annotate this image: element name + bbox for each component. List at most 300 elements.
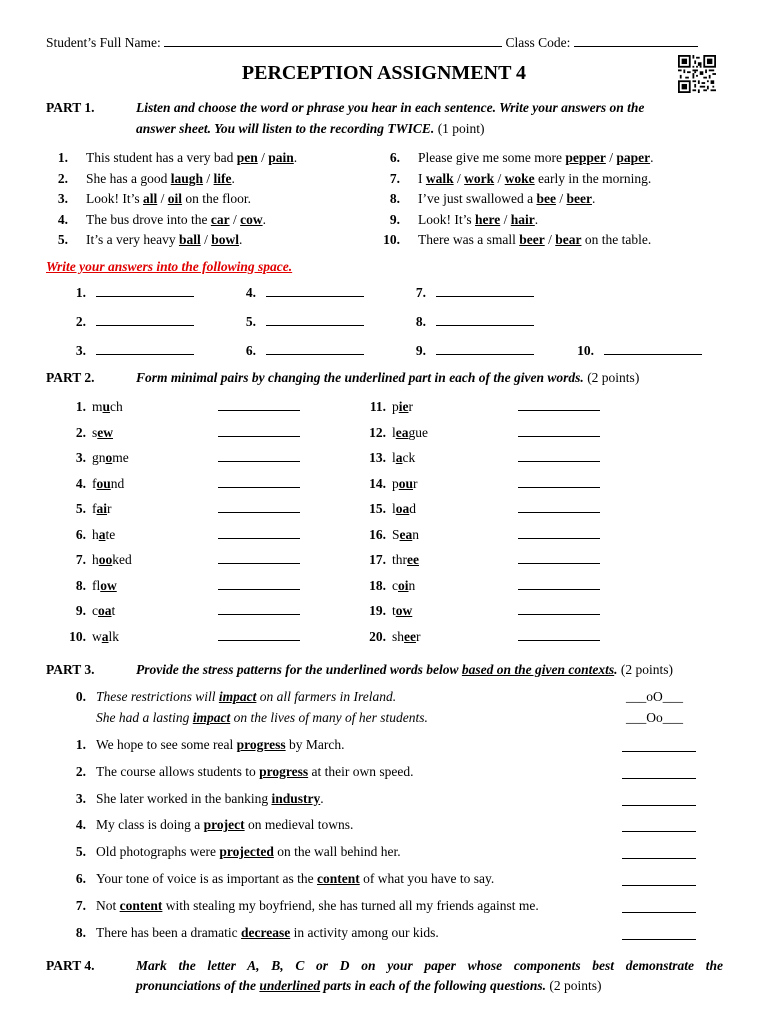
sentence-text: by March. <box>285 737 345 752</box>
sentence-text: in activity among our kids. <box>290 924 439 940</box>
word-part: sh <box>392 628 405 644</box>
part2-item <box>46 500 300 517</box>
choice-a: beer <box>519 232 545 247</box>
item-number: 9. <box>75 603 86 618</box>
answer-slot <box>402 313 534 330</box>
sentence-text: She had a lasting <box>96 710 193 725</box>
answer-slot <box>62 342 194 359</box>
item-number: 7. <box>389 170 400 186</box>
stress-pattern-field[interactable] <box>622 819 696 832</box>
word-part: r <box>408 399 413 414</box>
choice-b: oil <box>167 191 183 206</box>
word-part: t <box>111 603 116 618</box>
part2-item <box>46 526 300 543</box>
word-part: r <box>107 501 112 516</box>
word-part: p <box>392 475 399 491</box>
item-number: 15. <box>369 501 386 516</box>
given-word <box>392 578 518 594</box>
choice-separator: / <box>257 150 269 165</box>
word-part: p <box>392 399 399 414</box>
item-number: 4. <box>57 211 68 227</box>
part2-item <box>346 449 600 466</box>
part1-item <box>46 191 251 207</box>
minimal-pair-field[interactable] <box>518 424 600 437</box>
choice-a: all <box>143 191 158 206</box>
part1-item <box>378 212 538 228</box>
part1-instructions-line2: answer sheet. You will listen to the recording TWICE. (1 point) <box>136 121 485 136</box>
given-word <box>92 425 218 441</box>
underlined-part: ew <box>97 424 114 440</box>
part1-item <box>378 232 651 248</box>
minimal-pair-field[interactable] <box>218 398 300 411</box>
item-number: 4. <box>75 475 86 491</box>
word-part: ch <box>110 399 123 414</box>
item-number: 12. <box>369 424 386 440</box>
part3-item <box>46 844 401 860</box>
example-item <box>46 710 428 726</box>
item-number: 7. <box>75 897 86 913</box>
sentence-text: . <box>534 211 539 227</box>
part1-item <box>378 191 595 207</box>
answer-number: 7. <box>415 285 426 300</box>
given-word <box>92 450 218 466</box>
part2-item <box>346 577 600 594</box>
word-part: te <box>105 526 116 542</box>
sentence-text: on medieval towns. <box>244 817 354 833</box>
item-number: 8. <box>75 924 86 940</box>
given-word <box>92 399 218 415</box>
part2-item <box>46 551 300 568</box>
word-part: h <box>92 552 99 567</box>
word-part: f <box>92 501 97 516</box>
target-word: content <box>316 871 360 886</box>
part2-item <box>46 449 300 466</box>
choice-separator: / <box>200 232 212 247</box>
item-number: 1. <box>57 150 68 165</box>
choice-b: life <box>213 170 232 186</box>
word-part: m <box>92 399 103 414</box>
answer-slot <box>62 284 194 301</box>
part2-item <box>346 551 600 568</box>
answer-number: 1. <box>75 285 86 300</box>
part2-item <box>346 475 600 492</box>
word-part: r <box>416 628 421 644</box>
sentence-text: The bus drove into the <box>86 211 211 227</box>
part2-item <box>46 602 300 619</box>
item-number: 5. <box>57 232 68 247</box>
sentence-text: . <box>650 150 654 165</box>
part1-label: PART 1. <box>46 100 95 115</box>
underlined-part: oi <box>398 577 409 593</box>
item-number: 4. <box>75 817 86 833</box>
minimal-pair-field[interactable] <box>218 628 300 641</box>
underlined-part: oo <box>98 552 113 567</box>
part2-item <box>346 398 600 415</box>
answer-number: 3. <box>75 343 86 358</box>
given-word <box>92 578 218 594</box>
class-code-field[interactable] <box>574 34 698 47</box>
given-word <box>392 399 518 415</box>
sentence-text: on all farmers in Ireland. <box>256 689 397 704</box>
minimal-pair-field[interactable] <box>518 475 600 488</box>
part4-label: PART 4. <box>46 958 95 973</box>
item-number: 13. <box>369 450 386 465</box>
word-part: l <box>392 424 396 440</box>
minimal-pair-field[interactable] <box>518 449 600 462</box>
word-part: ked <box>112 552 132 567</box>
minimal-pair-field[interactable] <box>518 526 600 539</box>
item-number: 9. <box>389 211 400 227</box>
answer-space-prompt: Write your answers into the following space. <box>46 259 293 274</box>
item-number: 19. <box>369 603 386 618</box>
example-answer: ___oO___ <box>626 689 683 704</box>
sentence-text: . <box>262 211 266 227</box>
underlined-part: ee <box>407 552 419 567</box>
stress-pattern-field[interactable] <box>622 927 696 940</box>
sentence-text: Look! It’s <box>86 191 143 206</box>
underlined-part: a <box>101 628 109 644</box>
part2-item <box>46 475 300 492</box>
part1-item <box>46 232 242 248</box>
answer-field[interactable] <box>266 313 364 326</box>
stress-pattern-field[interactable] <box>622 739 696 752</box>
part2-item <box>46 424 300 441</box>
word-part: f <box>92 475 97 491</box>
part1-item <box>46 212 266 228</box>
example-answer: ___Oo___ <box>626 710 683 725</box>
minimal-pair-field[interactable] <box>518 602 600 615</box>
part3-label: PART 3. <box>46 662 95 677</box>
item-number: 1. <box>75 399 86 414</box>
answer-field[interactable] <box>96 284 194 297</box>
sentence-text: on the table. <box>581 232 652 247</box>
word-part: c <box>392 577 398 593</box>
target-word: project <box>203 817 245 833</box>
target-word: impact <box>218 689 257 704</box>
choice-a: pen <box>236 150 258 165</box>
answer-field[interactable] <box>436 284 534 297</box>
answer-number: 5. <box>245 314 256 329</box>
item-number: 3. <box>75 450 86 465</box>
part3-item <box>46 871 494 887</box>
given-word <box>92 501 218 517</box>
word-part: s <box>92 424 98 440</box>
stress-pattern-field[interactable] <box>622 846 696 859</box>
part1-item <box>46 171 235 187</box>
minimal-pair-field[interactable] <box>518 398 600 411</box>
part3-item <box>46 791 324 807</box>
minimal-pair-field[interactable] <box>218 449 300 462</box>
given-word <box>92 552 218 568</box>
choice-a: laugh <box>170 170 204 186</box>
part1-item <box>46 150 297 166</box>
item-number: 10. <box>69 628 86 644</box>
sentence-text: Old photographs were <box>96 844 220 860</box>
choice-separator: / <box>203 170 214 186</box>
sentence-text: . <box>239 232 243 247</box>
part3-item <box>46 898 539 914</box>
word-part: S <box>392 526 400 542</box>
word-part: gue <box>408 424 429 440</box>
minimal-pair-field[interactable] <box>218 475 300 488</box>
word-part: gn <box>92 450 106 465</box>
sentence-text: I’ve just swallowed a <box>418 191 537 206</box>
part2-item <box>46 628 300 645</box>
page-title: PERCEPTION ASSIGNMENT 4 <box>241 62 527 84</box>
underlined-part: ea <box>395 424 409 440</box>
underlined-part: oa <box>395 501 410 516</box>
choice-separator: / <box>453 170 465 186</box>
qr-code-icon <box>678 55 716 93</box>
underlined-part: ee <box>404 628 416 644</box>
answer-number: 8. <box>415 314 426 329</box>
answer-number: 9. <box>415 343 426 358</box>
answer-slot <box>402 342 534 359</box>
example-item <box>46 689 396 705</box>
target-word: decrease <box>241 924 291 940</box>
answer-number: 2. <box>75 314 86 329</box>
minimal-pair-field[interactable] <box>218 551 300 564</box>
target-word: progress <box>259 763 309 779</box>
given-word <box>392 629 518 645</box>
part4-instructions-line1: Mark the letter A, B, C or D on your paper whose components best demonstrate the <box>136 958 723 973</box>
choice-b: work <box>464 170 495 186</box>
item-number: 3. <box>57 191 68 206</box>
item-number: 11. <box>369 399 386 414</box>
word-part: c <box>92 603 98 618</box>
target-word: content <box>119 897 163 913</box>
minimal-pair-field[interactable] <box>518 551 600 564</box>
sentence-text: early in the morning. <box>534 170 652 186</box>
underlined-part: oa <box>98 603 112 618</box>
word-part: n <box>412 526 420 542</box>
underlined-part: ow <box>100 577 117 593</box>
sentence-text: There has been a dramatic <box>96 924 242 940</box>
answer-number: 6. <box>245 343 256 358</box>
given-word <box>392 450 518 466</box>
choice-b: beer <box>566 191 592 206</box>
word-part: h <box>92 526 99 542</box>
part2-item <box>46 577 300 594</box>
choice-separator: / <box>229 211 241 227</box>
choice-separator: / <box>605 150 617 165</box>
minimal-pair-field[interactable] <box>518 577 600 590</box>
choice-separator: / <box>494 170 505 186</box>
student-name-row <box>46 34 698 51</box>
minimal-pair-field[interactable] <box>218 500 300 513</box>
given-word <box>392 603 518 619</box>
word-part: n <box>408 577 416 593</box>
answer-field[interactable] <box>266 342 364 355</box>
given-word <box>392 476 518 492</box>
item-number: 2. <box>75 424 86 440</box>
word-part: thr <box>392 552 407 567</box>
choice-a: walk <box>425 170 454 186</box>
choice-b: cow <box>240 211 263 227</box>
word-part: ck <box>402 450 416 465</box>
item-number: 6. <box>75 871 86 886</box>
part4-instructions-line2: pronunciations of the underlined parts in each of the following questions. (2 points) <box>136 978 602 993</box>
sentence-text: She later worked in the banking <box>96 790 272 806</box>
part1-instructions-line1: Listen and choose the word or phrase you hear in each sentence. Write your answers on the <box>136 100 645 115</box>
item-number: 3. <box>75 790 86 806</box>
item-number: 14. <box>369 475 386 491</box>
answer-field[interactable] <box>96 313 194 326</box>
choice-separator: / <box>157 191 168 206</box>
sentence-text: My class is doing a <box>96 817 204 833</box>
word-part: l <box>392 501 396 516</box>
underlined-part: ou <box>398 475 414 491</box>
sentence-text: This student has a very bad <box>86 150 237 165</box>
underlined-part: ow <box>395 603 413 618</box>
part3-item <box>46 764 413 780</box>
target-word: progress <box>236 737 286 752</box>
sentence-text: at their own speed. <box>308 763 414 779</box>
answer-slot <box>62 313 194 330</box>
sentence-text: on the floor. <box>182 191 252 206</box>
part3-item <box>46 925 439 941</box>
part2-item <box>46 398 300 415</box>
choice-b: pain <box>268 150 294 165</box>
word-part: w <box>92 628 102 644</box>
sentence-text: Your tone of voice is as important as the <box>96 871 317 886</box>
answer-number: 4. <box>245 285 256 300</box>
sentence-text: Please give me some more <box>418 150 566 165</box>
sentence-text: on the wall behind her. <box>273 844 401 860</box>
given-word <box>92 476 218 492</box>
item-number: 7. <box>75 552 86 567</box>
part2-label: PART 2. <box>46 370 95 385</box>
choice-separator: / <box>555 191 567 206</box>
word-part: d <box>409 501 417 516</box>
word-part: t <box>392 603 396 618</box>
answer-field[interactable] <box>436 342 534 355</box>
underlined-part: ou <box>96 475 111 491</box>
answer-slot <box>232 342 364 359</box>
answer-slot <box>402 284 534 301</box>
part1-item <box>378 150 653 166</box>
part2-item <box>346 424 600 441</box>
item-number: 8. <box>389 191 400 206</box>
choice-a: bee <box>536 191 556 206</box>
part2-item <box>346 602 600 619</box>
item-number: 16. <box>369 526 386 542</box>
student-name-label: Student’s Full Name: <box>46 35 161 50</box>
target-word: impact <box>192 710 231 725</box>
sentence-text: with stealing my boyfriend, she has turned all my friends against me. <box>162 897 539 913</box>
choice-separator: / <box>544 232 556 247</box>
answer-slot <box>232 313 364 330</box>
choice-a: pepper <box>565 150 606 165</box>
minimal-pair-field[interactable] <box>518 500 600 513</box>
answer-field[interactable] <box>604 342 702 355</box>
given-word <box>92 603 218 619</box>
part3-item <box>46 817 353 833</box>
answer-field[interactable] <box>266 284 364 297</box>
item-number: 18. <box>369 577 386 593</box>
item-number: 0. <box>75 689 86 704</box>
given-word <box>392 527 518 543</box>
answer-slot <box>232 284 364 301</box>
word-part: fl <box>92 577 101 593</box>
choice-c: woke <box>504 170 535 186</box>
choice-a: car <box>210 211 230 227</box>
sentence-text: . <box>293 150 298 165</box>
part2-item <box>346 526 600 543</box>
target-word: projected <box>219 844 274 860</box>
choice-separator: / <box>500 211 511 227</box>
word-part: nd <box>110 475 125 491</box>
sentence-text: Look! It’s <box>418 211 475 227</box>
sentence-text: These restrictions will <box>96 689 219 704</box>
underlined-part: o <box>105 450 113 465</box>
underlined-part: a <box>98 526 106 542</box>
sentence-text: It’s a very heavy <box>86 232 179 247</box>
choice-b: paper <box>616 150 651 165</box>
minimal-pair-field[interactable] <box>218 526 300 539</box>
sentence-text: . <box>320 790 324 806</box>
minimal-pair-field[interactable] <box>218 424 300 437</box>
stress-pattern-field[interactable] <box>622 793 696 806</box>
sentence-text: I <box>418 170 426 186</box>
sentence-text: Not <box>96 897 120 913</box>
class-code-label: Class Code: <box>505 35 571 50</box>
item-number: 2. <box>75 763 86 779</box>
word-part: lk <box>108 628 120 644</box>
stress-pattern-field[interactable] <box>622 873 696 886</box>
choice-b: hair <box>510 211 535 227</box>
part2-item <box>346 628 600 645</box>
word-part: me <box>112 450 129 465</box>
part2-item <box>346 500 600 517</box>
choice-b: bear <box>555 232 582 247</box>
underlined-part: u <box>102 399 111 414</box>
underlined-part: a <box>395 450 403 465</box>
minimal-pair-field[interactable] <box>218 602 300 615</box>
item-number: 5. <box>75 844 86 860</box>
answer-field[interactable] <box>436 313 534 326</box>
minimal-pair-field[interactable] <box>218 577 300 590</box>
choice-b: bowl <box>211 232 240 247</box>
item-number: 5. <box>75 501 86 516</box>
sentence-text: We hope to see some real <box>96 737 237 752</box>
underlined-part: ai <box>96 501 108 516</box>
student-name-field[interactable] <box>164 34 502 47</box>
minimal-pair-field[interactable] <box>518 628 600 641</box>
stress-pattern-field[interactable] <box>622 766 696 779</box>
item-number: 17. <box>369 552 386 567</box>
given-word <box>392 501 518 517</box>
sentence-text: She has a good <box>86 170 171 186</box>
underlined-part: ea <box>399 526 413 542</box>
part1-item <box>378 171 651 187</box>
sentence-text: There was a small <box>418 232 520 247</box>
sentence-text: on the lives of many of her students. <box>230 710 428 725</box>
answer-field[interactable] <box>96 342 194 355</box>
item-number: 2. <box>57 170 68 186</box>
word-part: l <box>392 450 396 465</box>
target-word: industry <box>271 790 321 806</box>
word-part: r <box>413 475 418 491</box>
item-number: 6. <box>389 150 400 165</box>
stress-pattern-field[interactable] <box>622 900 696 913</box>
item-number: 6. <box>75 526 86 542</box>
answer-number: 10. <box>577 343 594 358</box>
given-word <box>92 527 218 543</box>
item-number: 20. <box>369 628 386 644</box>
choice-a: ball <box>178 232 201 247</box>
underlined-part: ie <box>398 399 409 414</box>
